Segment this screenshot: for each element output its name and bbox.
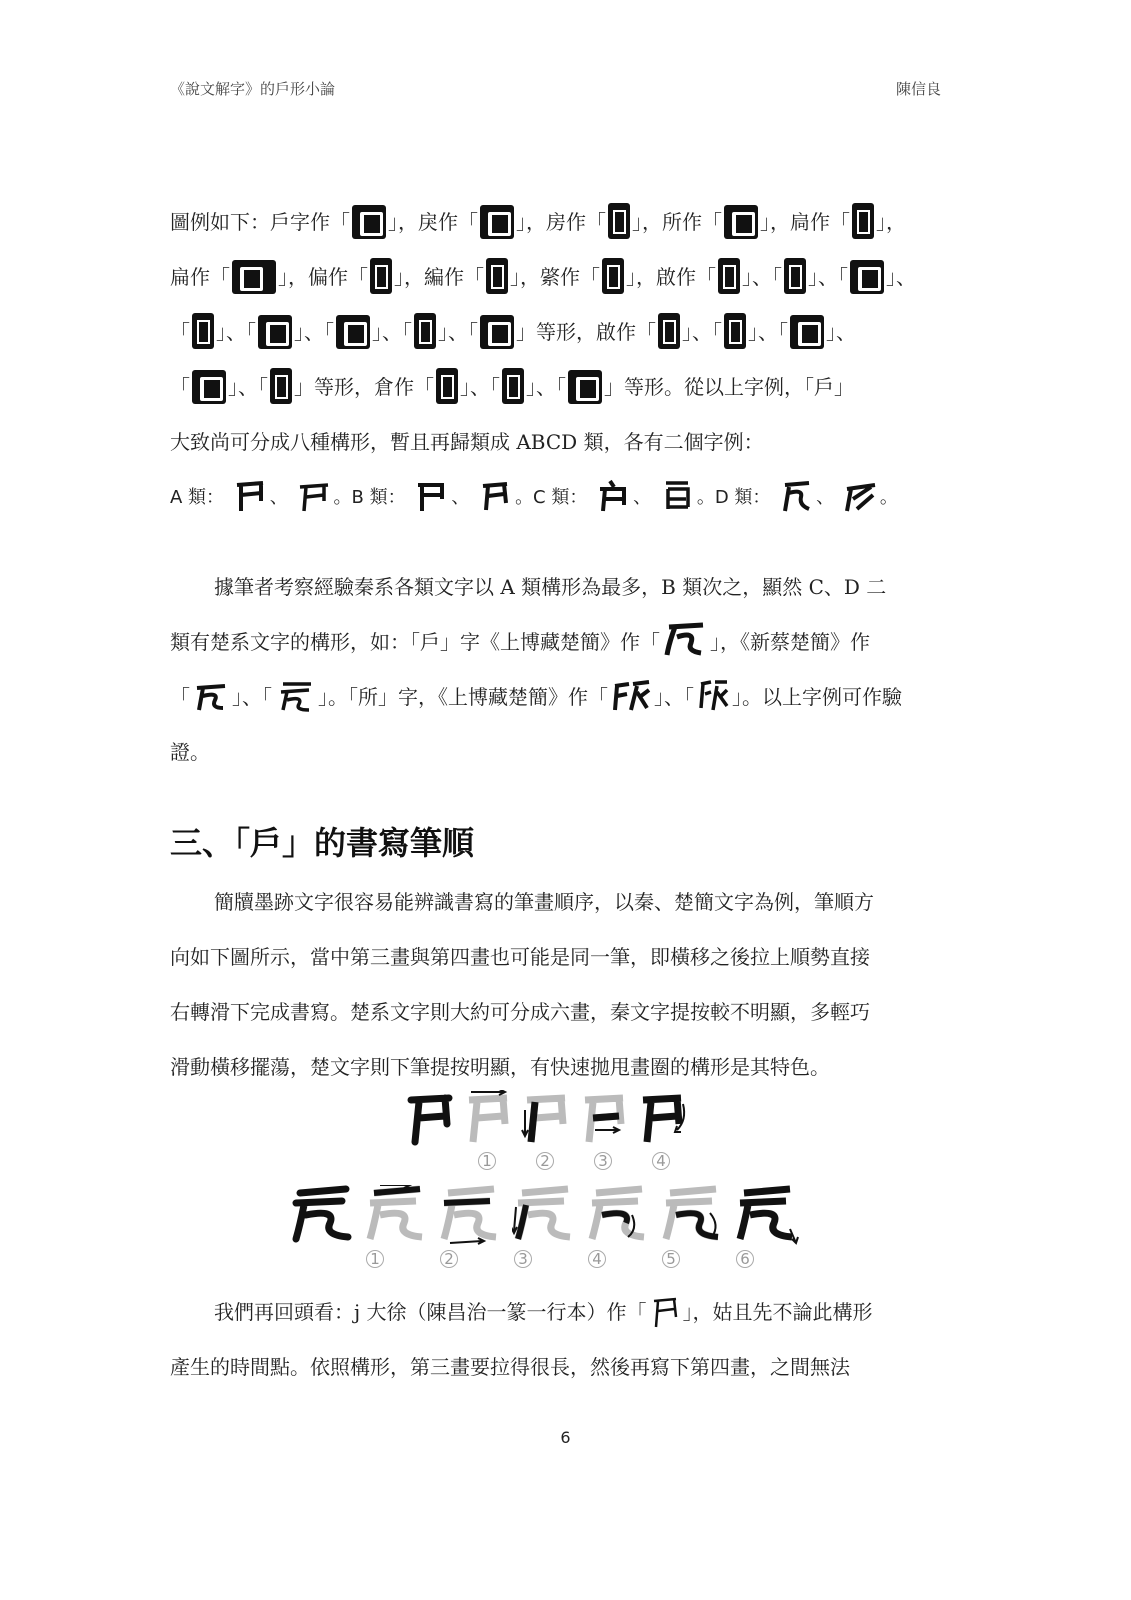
seal-glyph-image xyxy=(790,315,824,349)
line: 「 」、「 」。「所」字，《上博藏楚簡》作「 」、「 」。以上字例可作驗 xyxy=(170,670,945,725)
seal-glyph-image xyxy=(270,368,292,404)
seal-glyph-image xyxy=(370,258,392,294)
seal-glyph-image xyxy=(724,313,746,349)
stroke-step-5-glyph xyxy=(660,1185,728,1245)
line: 產生的時間點。依照構形，第三畫要拉得很長，然後再寫下第四畫，之間無法 xyxy=(170,1355,850,1379)
paragraph-stroke-order xyxy=(170,875,945,1095)
hu-form-d1-glyph xyxy=(779,479,813,513)
step-number: 3 xyxy=(514,1250,532,1268)
seal-glyph-image xyxy=(480,205,514,239)
seal-glyph-image xyxy=(480,315,514,349)
stroke-step-1-glyph xyxy=(364,1185,432,1245)
line: 扁作「 」，偏作「 」，編作「 」，綮作「 」，啟作「 」、「 」、「 」、 xyxy=(170,250,945,305)
stroke-step-3-glyph xyxy=(579,1090,631,1146)
step-number: 2 xyxy=(440,1250,458,1268)
seal-glyph-image xyxy=(486,258,508,294)
qin-hu-full-glyph xyxy=(405,1090,457,1146)
seal-glyph-image xyxy=(852,203,874,239)
stroke-step-6-glyph xyxy=(734,1185,802,1245)
line: 大致尚可分成八種構形，暫且再歸類成 ABCD 類，各有二個字例： xyxy=(170,430,764,454)
running-header-title: 《說文解字》的戶形小論 xyxy=(170,80,336,98)
page-number: 6 xyxy=(560,1428,571,1447)
xincai-hu-glyph xyxy=(275,680,315,714)
qin-stroke-order-figure xyxy=(405,1090,695,1146)
step-number: 1 xyxy=(478,1152,496,1170)
suo-glyph xyxy=(697,678,729,714)
step-number: 2 xyxy=(536,1152,554,1170)
hu-form-b2-glyph xyxy=(478,479,512,513)
line: A 類： 、 。B 類： 、 。C 類： 、 。D 類： 、 。 xyxy=(170,470,945,525)
seal-glyph-image xyxy=(568,370,602,404)
stroke-step-3-glyph xyxy=(512,1185,580,1245)
hu-form-c2-glyph xyxy=(660,479,694,513)
chu-hu-glyph xyxy=(663,619,707,659)
line: 「 」、「 」等形，倉作「 」、「 」、「 」等形。從以上字例，「戶」 xyxy=(170,360,945,415)
hu-form-a1-glyph xyxy=(233,479,267,513)
seal-glyph-image xyxy=(602,258,624,294)
paragraph-review xyxy=(170,1285,945,1395)
stroke-step-1-glyph xyxy=(463,1090,515,1146)
seal-glyph-image xyxy=(784,258,806,294)
seal-glyph-image xyxy=(336,315,370,349)
hu-form-b1-glyph xyxy=(414,479,448,513)
step-number: 6 xyxy=(736,1250,754,1268)
seal-glyph-image xyxy=(436,368,458,404)
line: 圖例如下：戶字作「 」，戾作「 」，房作「 」，所作「 」，扃作「 」， xyxy=(170,195,945,250)
suo-glyph xyxy=(611,678,651,714)
seal-glyph-image xyxy=(724,205,758,239)
line: 證。 xyxy=(170,740,210,764)
seal-glyph-image xyxy=(502,368,524,404)
seal-glyph-image xyxy=(192,313,214,349)
seal-glyph-image xyxy=(352,205,386,239)
seal-glyph-image xyxy=(258,315,292,349)
seal-glyph-image xyxy=(850,260,884,294)
line: 據筆者考察經驗秦系各類文字以 A 類構形為最多，B 類次之，顯然 C、D 二 xyxy=(214,575,887,599)
stroke-step-4-glyph xyxy=(586,1185,654,1245)
seal-glyph-image xyxy=(414,313,436,349)
hu-form-d2-glyph xyxy=(843,479,877,513)
stroke-step-4-glyph xyxy=(637,1090,689,1146)
step-number: 4 xyxy=(652,1152,670,1170)
seal-glyph-image xyxy=(608,203,630,239)
seal-glyph-image xyxy=(192,370,226,404)
hu-form-c1-glyph xyxy=(596,479,630,513)
daxu-hu-glyph xyxy=(650,1295,680,1329)
hu-form-a2-glyph xyxy=(297,479,331,513)
line: 向如下圖所示，當中第三畫與第四畫也可能是同一筆，即橫移之後拉上順勢直接 xyxy=(170,945,870,969)
step-number: 3 xyxy=(594,1152,612,1170)
seal-glyph-image xyxy=(658,313,680,349)
seal-glyph-image xyxy=(232,260,276,294)
step-number: 4 xyxy=(588,1250,606,1268)
paragraph-examples xyxy=(170,195,945,525)
running-header-author: 陳信良 xyxy=(895,80,941,98)
xincai-hu-glyph xyxy=(193,680,229,714)
chu-stroke-order-figure xyxy=(290,1185,808,1245)
seal-glyph-image xyxy=(718,258,740,294)
section-heading: 三、「戶」的書寫筆順 xyxy=(170,824,475,862)
line: 滑動橫移擺蕩，楚文字則下筆提按明顯，有快速拋甩畫圈的構形是其特色。 xyxy=(170,1055,830,1079)
paragraph-analysis xyxy=(170,560,945,780)
stroke-step-2-glyph xyxy=(438,1185,506,1245)
step-number: 5 xyxy=(662,1250,680,1268)
line: 右轉滑下完成書寫。楚系文字則大約可分成六畫，秦文字提按較不明顯，多輕巧 xyxy=(170,1000,870,1024)
line: 類有楚系文字的構形，如：「戶」字《上博藏楚簡》作「 」，《新蔡楚簡》作 xyxy=(170,615,945,670)
line: 我們再回頭看：j 大徐（陳昌治一篆一行本）作「 」，姑且先不論此構形 xyxy=(170,1285,945,1340)
line: 簡牘墨跡文字很容易能辨識書寫的筆畫順序，以秦、楚簡文字為例，筆順方 xyxy=(214,890,874,914)
line: 「 」、「 」、「 」、「 」、「 」等形，啟作「 」、「 」、「 」、 xyxy=(170,305,945,360)
stroke-step-2-glyph xyxy=(521,1090,573,1146)
chu-hu-full-glyph xyxy=(290,1185,358,1245)
step-number: 1 xyxy=(366,1250,384,1268)
